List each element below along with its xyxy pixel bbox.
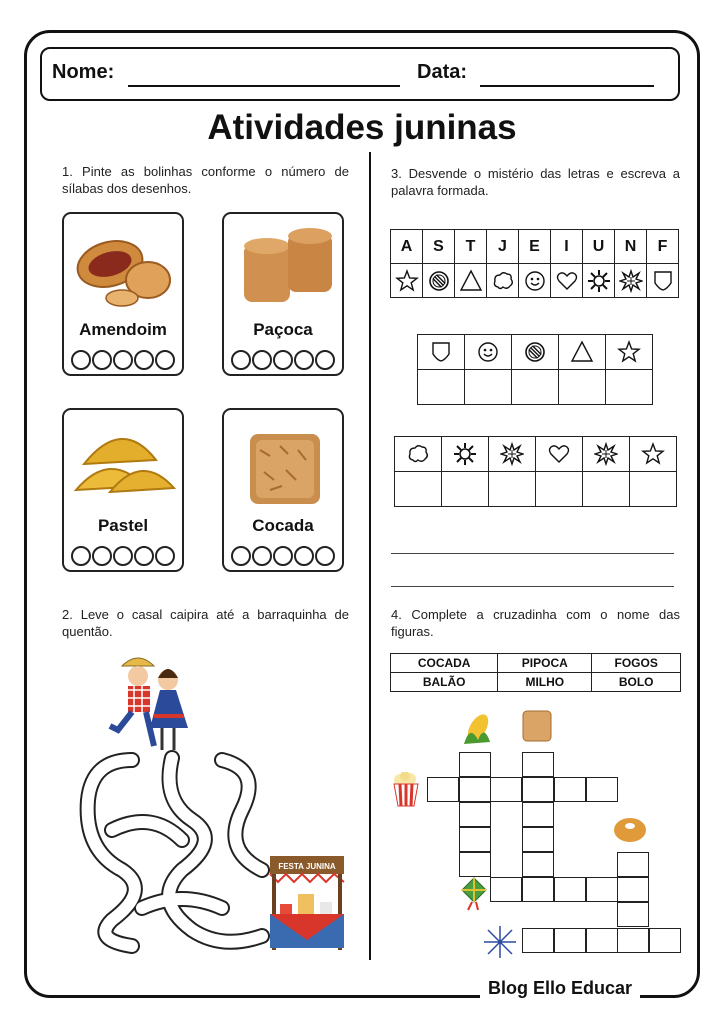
puzzle-symbol [630,437,677,472]
crossword-cell[interactable] [554,877,586,902]
puzzle-symbol [395,437,442,472]
festa-junina-stand [264,850,350,956]
fireworks-icon [482,924,518,960]
answer-cell[interactable] [606,370,653,405]
code-symbol [551,264,583,298]
word-bank-item: MILHO [498,673,592,692]
puzzle-symbol [606,335,653,370]
shield-icon [651,269,675,293]
crossword-cell[interactable] [522,852,554,877]
puzzle-symbol [583,437,630,472]
instruction-3: 3. Desvende o mistério das letras e escreva a palavra formada. [391,166,680,198]
smiley-icon [523,269,547,293]
syllable-circle[interactable] [134,350,154,370]
crossword-cell[interactable] [459,752,491,777]
crossword-cell[interactable] [617,877,649,902]
code-symbol [519,264,551,298]
answer-line[interactable] [391,586,674,587]
crossword-cell[interactable] [554,928,586,953]
card-label: Cocada [252,516,314,535]
crossword-cell[interactable] [459,852,491,877]
burst-icon [500,442,524,466]
syllable-circle[interactable] [155,546,175,566]
syllable-circle[interactable] [294,546,314,566]
code-symbol [487,264,519,298]
smiley-icon [476,340,500,364]
syllable-circles [231,546,335,566]
card-label: Amendoim [79,320,167,339]
puzzle-grid-2 [394,436,677,507]
crossword-cell[interactable] [427,777,459,802]
instruction-2: 2. Leve o casal caipira até a barraquinha de quentão. [62,607,349,639]
answer-cell[interactable] [536,472,583,507]
code-symbol [391,264,423,298]
answer-cell[interactable] [489,472,536,507]
pacoca-icon [230,224,336,314]
puzzle-symbol [418,335,465,370]
cocada-small-icon [520,708,554,744]
syllable-circle[interactable] [231,546,251,566]
puzzle-symbol [489,437,536,472]
answer-cell[interactable] [465,370,512,405]
code-symbol [647,264,679,298]
star-icon [617,340,641,364]
sun-icon [587,269,611,293]
word-bank-item: COCADA [391,654,498,673]
footer-credit: Blog Ello Educar [480,978,640,999]
code-symbol [455,264,487,298]
name-label: Nome: [52,61,115,83]
date-field[interactable] [480,85,654,87]
cocada-icon [230,420,336,510]
crossword-cell[interactable] [649,928,681,953]
corn-icon [460,710,494,748]
page-title: Atividades juninas [207,108,517,147]
header-box [40,47,680,101]
syllable-circle[interactable] [231,350,251,370]
puzzle-symbol [536,437,583,472]
crossword-cell[interactable] [554,777,586,802]
code-letter: N [615,230,647,264]
no-sign-icon [523,340,547,364]
star-icon [395,269,419,293]
syllable-circle[interactable] [294,350,314,370]
syllable-circle[interactable] [273,350,293,370]
syllable-circle[interactable] [252,350,272,370]
code-letter: S [423,230,455,264]
crossword-cell[interactable] [586,777,618,802]
word-bank-item: FOGOS [592,654,681,673]
syllable-card [62,212,184,376]
syllable-circle[interactable] [315,546,335,566]
shield-icon [429,340,453,364]
crossword-cell[interactable] [522,827,554,852]
card-label: Pastel [97,516,149,535]
crossword-cell[interactable] [490,877,522,902]
answer-cell[interactable] [630,472,677,507]
crossword-cell[interactable] [522,802,554,827]
code-letter: E [519,230,551,264]
syllable-circle[interactable] [92,350,112,370]
crossword-cell[interactable] [586,928,618,953]
code-symbol [615,264,647,298]
syllable-circles [71,546,175,566]
answer-cell[interactable] [583,472,630,507]
puzzle-symbol [512,335,559,370]
code-symbol [583,264,615,298]
crossword-cell[interactable] [522,877,554,902]
crossword-cell[interactable] [459,827,491,852]
puzzle-symbol [442,437,489,472]
answer-cell[interactable] [395,472,442,507]
answer-cell[interactable] [559,370,606,405]
code-letter: T [455,230,487,264]
sun-icon [453,442,477,466]
instruction-1: 1. Pinte as bolinhas conforme o número de sílabas dos desenhos. [62,164,349,196]
syllable-card [222,408,344,572]
syllable-card [222,212,344,376]
syllable-circle[interactable] [113,350,133,370]
star-icon [641,442,665,466]
answer-cell[interactable] [442,472,489,507]
cloud-icon [491,269,515,293]
code-letter: A [391,230,423,264]
crossword-cell[interactable] [522,777,554,802]
heart-icon [547,442,571,466]
syllable-circle[interactable] [315,350,335,370]
code-letter: U [583,230,615,264]
syllable-circle[interactable] [273,546,293,566]
instruction-4: 4. Complete a cruzadinha com o nome das figuras. [391,607,680,639]
syllable-circles [231,350,335,370]
word-bank [390,653,681,692]
triangle-icon [570,340,594,364]
pastel-icon [70,420,176,510]
syllable-card [62,408,184,572]
puzzle-symbol [559,335,606,370]
triangle-icon [459,269,483,293]
burst-icon [594,442,618,466]
word-bank-item: PIPOCA [498,654,592,673]
answer-cell[interactable] [512,370,559,405]
syllable-circle[interactable] [134,546,154,566]
crossword-cell[interactable] [459,777,491,802]
cloud-icon [406,442,430,466]
syllable-circle[interactable] [155,350,175,370]
popcorn-icon [390,772,422,808]
word-bank-item: BALÃO [391,673,498,692]
puzzle-grid-1 [417,334,653,405]
heart-icon [555,269,579,293]
card-label: Paçoca [253,320,313,339]
syllable-circle[interactable] [252,546,272,566]
word-bank-item: BOLO [592,673,681,692]
stand-sign: FESTA JUNINA [278,862,336,871]
crossword-cell[interactable] [617,928,649,953]
crossword-cell[interactable] [522,752,554,777]
balloon-icon [458,876,490,912]
maze [72,740,292,962]
code-letter: F [647,230,679,264]
column-divider [369,152,371,960]
date-label: Data: [417,61,468,83]
syllable-circle[interactable] [92,546,112,566]
code-letter: J [487,230,519,264]
no-sign-icon [427,269,451,293]
code-letter: I [551,230,583,264]
syllable-circles [71,350,175,370]
crossword-cell[interactable] [617,902,649,927]
syllable-circle[interactable] [113,546,133,566]
crossword-cell[interactable] [586,877,618,902]
answer-cell[interactable] [418,370,465,405]
name-field[interactable] [128,85,400,87]
burst-icon [619,269,643,293]
crossword-cell[interactable] [490,777,522,802]
code-symbol [423,264,455,298]
cake-icon [612,814,648,844]
crossword-cell[interactable] [459,802,491,827]
syllable-circle[interactable] [71,350,91,370]
crossword-cell[interactable] [617,852,649,877]
letter-code-table [390,229,679,298]
puzzle-symbol [465,335,512,370]
peanut-icon [70,224,176,314]
answer-line[interactable] [391,553,674,554]
crossword-cell[interactable] [522,928,554,953]
syllable-circle[interactable] [71,546,91,566]
